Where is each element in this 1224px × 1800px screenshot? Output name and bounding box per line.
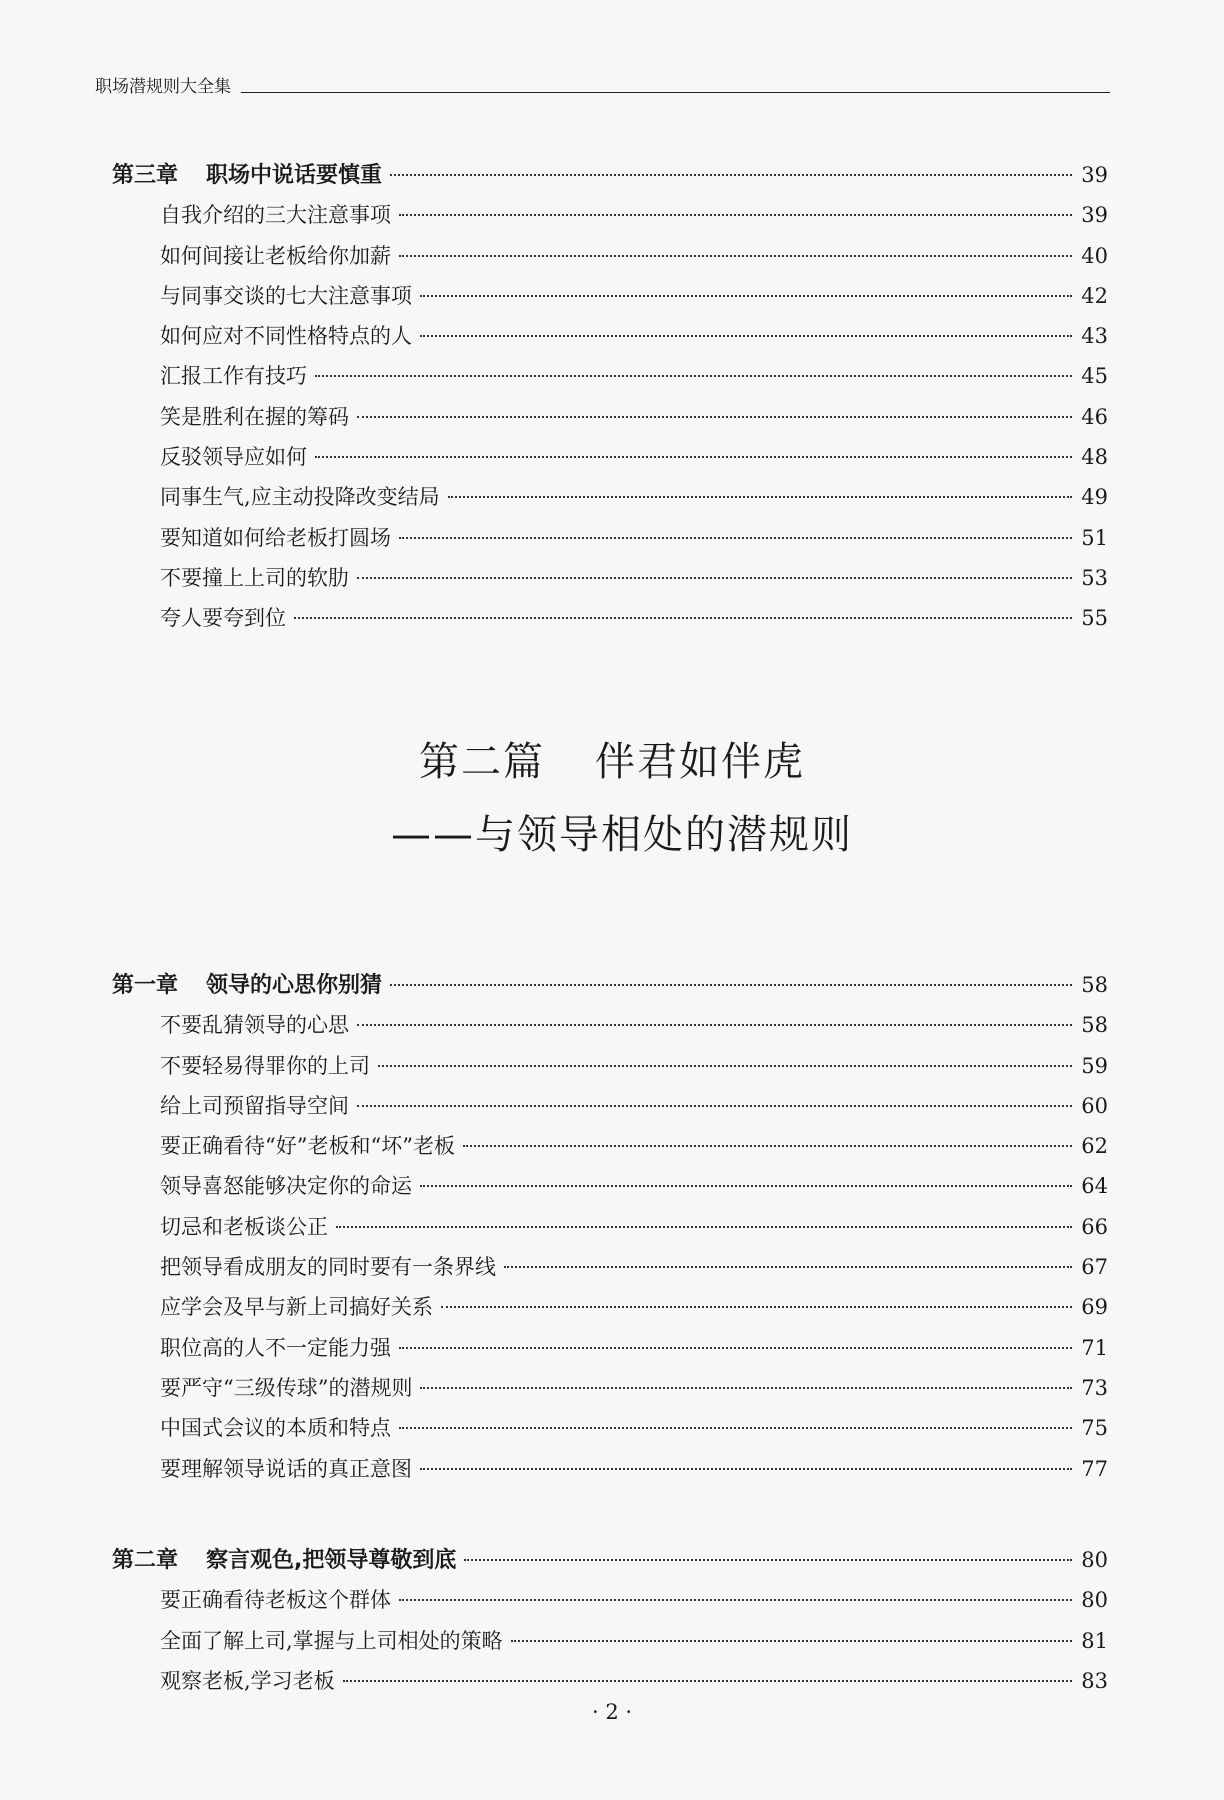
toc-item-row[interactable] xyxy=(112,397,1108,437)
leader-dots xyxy=(399,1599,1072,1601)
leader-dots xyxy=(441,1306,1072,1308)
toc-item-row[interactable] xyxy=(112,316,1108,356)
leader-dots xyxy=(357,577,1072,579)
toc-section-chapter-2 xyxy=(112,1540,1108,1701)
page-ref: 58 xyxy=(1081,973,1108,997)
toc-item-row[interactable] xyxy=(112,1368,1108,1408)
page-number: · 2 · xyxy=(591,1700,633,1724)
page-ref: 48 xyxy=(1081,445,1108,470)
leader-dots xyxy=(357,1105,1072,1107)
leader-dots xyxy=(504,1266,1072,1268)
leader-dots xyxy=(399,1347,1072,1349)
toc-item-row[interactable] xyxy=(112,1449,1108,1489)
book-title: 职场潜规则大全集 xyxy=(95,77,231,97)
item-title: 把领导看成朋友的同时要有一条界线 xyxy=(160,1255,496,1280)
page-ref: 58 xyxy=(1081,1013,1108,1038)
leader-dots xyxy=(464,1559,1072,1561)
page-ref: 75 xyxy=(1081,1416,1108,1441)
toc-item-row[interactable] xyxy=(112,1005,1108,1045)
page-ref: 73 xyxy=(1081,1375,1108,1400)
item-title: 自我介绍的三大注意事项 xyxy=(160,203,391,228)
page-ref: 60 xyxy=(1081,1093,1108,1118)
toc-item-row[interactable] xyxy=(112,437,1108,477)
item-title: 要正确看待老板这个群体 xyxy=(160,1588,391,1613)
part-subtitle: ——与领导相处的潜规则 xyxy=(391,812,853,858)
chapter-number: 第一章 xyxy=(112,973,179,998)
item-title: 笑是胜利在握的筹码 xyxy=(160,404,349,429)
toc-item-row[interactable] xyxy=(112,1166,1108,1206)
page-ref: 49 xyxy=(1081,485,1108,510)
item-title: 同事生气,应主动投降改变结局 xyxy=(160,485,440,510)
toc-item-row[interactable] xyxy=(112,1046,1108,1086)
page-ref: 71 xyxy=(1081,1335,1108,1360)
page-ref: 80 xyxy=(1081,1588,1108,1613)
toc-chapter-row[interactable] xyxy=(112,1540,1108,1580)
item-title: 应学会及早与新上司搞好关系 xyxy=(160,1295,433,1320)
toc-item-row[interactable] xyxy=(112,356,1108,396)
leader-dots xyxy=(448,496,1072,498)
leader-dots xyxy=(336,1226,1072,1228)
page-ref: 39 xyxy=(1081,163,1108,187)
toc-item-row[interactable] xyxy=(112,598,1108,638)
page-ref: 53 xyxy=(1081,565,1108,590)
leader-dots xyxy=(357,416,1072,418)
leader-dots xyxy=(463,1145,1072,1147)
item-title: 如何应对不同性格特点的人 xyxy=(160,324,412,349)
leader-dots xyxy=(315,456,1072,458)
page-ref: 67 xyxy=(1081,1255,1108,1280)
page-ref: 42 xyxy=(1081,283,1108,308)
toc-item-row[interactable] xyxy=(112,1621,1108,1661)
item-title: 要严守“三级传球”的潜规则 xyxy=(160,1375,413,1400)
item-title: 观察老板,学习老板 xyxy=(160,1668,335,1693)
toc-chapter-row[interactable] xyxy=(112,965,1108,1005)
leader-dots xyxy=(390,174,1072,176)
leader-dots xyxy=(420,1468,1072,1470)
toc-item-row[interactable] xyxy=(112,518,1108,558)
item-title: 领导喜怒能够决定你的命运 xyxy=(160,1174,412,1199)
item-title: 要知道如何给老板打圆场 xyxy=(160,525,391,550)
leader-dots xyxy=(294,617,1072,619)
leader-dots xyxy=(420,295,1072,297)
page-ref: 51 xyxy=(1081,525,1108,550)
item-title: 给上司预留指导空间 xyxy=(160,1093,349,1118)
item-title: 如何间接让老板给你加薪 xyxy=(160,243,391,268)
page-ref: 62 xyxy=(1081,1134,1108,1159)
toc-item-row[interactable] xyxy=(112,477,1108,517)
leader-dots xyxy=(390,984,1072,986)
item-title: 职位高的人不一定能力强 xyxy=(160,1335,391,1360)
toc-item-row[interactable] xyxy=(112,1328,1108,1368)
chapter-title: 领导的心思你别猜 xyxy=(206,973,383,998)
item-title: 要正确看待“好”老板和“坏”老板 xyxy=(160,1134,455,1159)
part-heading xyxy=(0,739,1224,785)
leader-dots xyxy=(399,537,1072,539)
leader-dots xyxy=(399,255,1072,257)
part-title: 伴君如伴虎 xyxy=(595,739,805,785)
page-ref: 46 xyxy=(1081,404,1108,429)
item-title: 要理解领导说话的真正意图 xyxy=(160,1456,412,1481)
toc-chapter-row[interactable] xyxy=(112,155,1108,195)
leader-dots xyxy=(357,1024,1072,1026)
item-title: 不要乱猜领导的心思 xyxy=(160,1013,349,1038)
leader-dots xyxy=(399,1427,1072,1429)
page-ref: 59 xyxy=(1081,1053,1108,1078)
chapter-number: 第三章 xyxy=(112,163,179,188)
page-ref: 39 xyxy=(1081,203,1108,228)
toc-item-row[interactable] xyxy=(112,1408,1108,1448)
running-header xyxy=(95,72,1110,97)
item-title: 夸人要夸到位 xyxy=(160,606,286,631)
leader-dots xyxy=(343,1680,1072,1682)
item-title: 汇报工作有技巧 xyxy=(160,364,307,389)
toc-item-row[interactable] xyxy=(112,195,1108,235)
item-title: 与同事交谈的七大注意事项 xyxy=(160,283,412,308)
item-title: 切忌和老板谈公正 xyxy=(160,1214,328,1239)
chapter-title: 察言观色,把领导尊敬到底 xyxy=(206,1548,457,1573)
leader-dots xyxy=(420,335,1072,337)
header-rule xyxy=(241,92,1110,93)
page-ref: 77 xyxy=(1081,1456,1108,1481)
chapter-number: 第二章 xyxy=(112,1548,179,1573)
toc-item-row[interactable] xyxy=(112,1126,1108,1166)
item-title: 全面了解上司,掌握与上司相处的策略 xyxy=(160,1628,503,1653)
item-title: 不要撞上上司的软肋 xyxy=(160,565,349,590)
leader-dots xyxy=(315,375,1072,377)
item-title: 中国式会议的本质和特点 xyxy=(160,1416,391,1441)
toc-section-chapter-3 xyxy=(112,155,1108,639)
leader-dots xyxy=(378,1065,1072,1067)
toc-item-row[interactable] xyxy=(112,1661,1108,1701)
page-ref: 81 xyxy=(1081,1628,1108,1653)
page-ref: 64 xyxy=(1081,1174,1108,1199)
toc-item-row[interactable] xyxy=(112,1086,1108,1126)
leader-dots xyxy=(420,1387,1072,1389)
page-ref: 66 xyxy=(1081,1214,1108,1239)
page-ref: 55 xyxy=(1081,606,1108,631)
toc-item-row[interactable] xyxy=(112,1580,1108,1620)
page-ref: 43 xyxy=(1081,324,1108,349)
toc-item-row[interactable] xyxy=(112,1287,1108,1327)
toc-item-row[interactable] xyxy=(112,236,1108,276)
part-number: 第二篇 xyxy=(419,739,545,785)
leader-dots xyxy=(399,214,1072,216)
item-title: 反驳领导应如何 xyxy=(160,445,307,470)
toc-item-row[interactable] xyxy=(112,1247,1108,1287)
leader-dots xyxy=(420,1185,1072,1187)
leader-dots xyxy=(511,1640,1072,1642)
page-ref: 83 xyxy=(1081,1668,1108,1693)
page-ref: 80 xyxy=(1081,1548,1108,1572)
toc-section-chapter-1 xyxy=(112,965,1108,1489)
page-ref: 69 xyxy=(1081,1295,1108,1320)
toc-item-row[interactable] xyxy=(112,558,1108,598)
chapter-title: 职场中说话要慎重 xyxy=(206,163,383,188)
toc-item-row[interactable] xyxy=(112,1207,1108,1247)
toc-item-row[interactable] xyxy=(112,276,1108,316)
page-ref: 45 xyxy=(1081,364,1108,389)
item-title: 不要轻易得罪你的上司 xyxy=(160,1053,370,1078)
page-ref: 40 xyxy=(1081,243,1108,268)
